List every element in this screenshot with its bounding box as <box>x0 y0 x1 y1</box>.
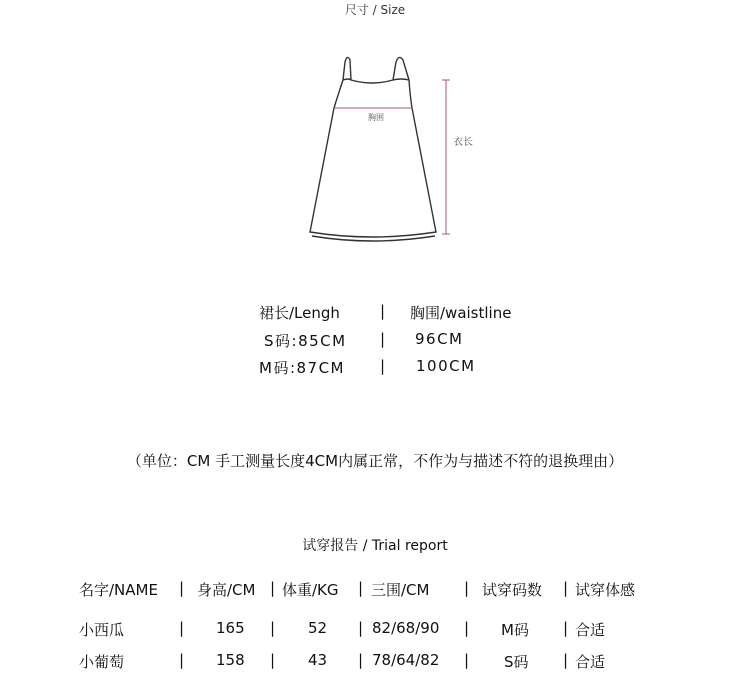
trial-fit-feel: 合适 <box>575 653 606 671</box>
header-separator: | <box>270 579 276 597</box>
trial-measurements: 82/68/90 <box>372 619 440 637</box>
row-separator: | <box>358 619 364 637</box>
chest-header: 胸围/waistline <box>410 304 512 322</box>
header-height: 身高/CM <box>197 581 256 599</box>
header-separator: | <box>464 579 470 597</box>
header-separator: | <box>179 579 185 597</box>
row-separator: | <box>270 619 276 637</box>
trial-report-title: 试穿报告 / Trial report <box>302 538 448 554</box>
header-trial-size: 试穿码数 <box>482 581 543 599</box>
header-separator: | <box>563 579 569 597</box>
dress-diagram <box>300 45 500 245</box>
row-separator: | <box>563 651 569 669</box>
trial-height: 165 <box>216 619 245 637</box>
chest-label: 胸围 <box>368 113 384 122</box>
size-title: 尺寸 / Size <box>344 3 406 17</box>
length-label: 衣长 <box>453 137 473 148</box>
header-name: 名字/NAME <box>79 581 158 599</box>
size-s-length: S码:85CM <box>264 332 347 350</box>
row-separator: | <box>179 651 185 669</box>
row-separator: | <box>464 651 470 669</box>
size-s-chest: 96CM <box>415 330 464 348</box>
header-fit-feel: 试穿体感 <box>575 581 636 599</box>
measurement-note: （单位：CM 手工测量长度4CM内属正常，不作为与描述不符的退换理由） <box>126 452 624 470</box>
header-separator: | <box>358 579 364 597</box>
trial-fit-feel: 合适 <box>575 621 606 639</box>
header-measurements: 三围/CM <box>371 581 430 599</box>
length-header: 裙长/Lengh <box>259 304 340 322</box>
trial-measurements: 78/64/82 <box>372 651 440 669</box>
size-m-length: M码:87CM <box>259 359 345 377</box>
trial-weight: 43 <box>308 651 328 669</box>
row-separator: | <box>563 619 569 637</box>
trial-height: 158 <box>216 651 245 669</box>
row-separator: | <box>179 619 185 637</box>
trial-name: 小西瓜 <box>79 621 125 639</box>
row-separator: | <box>464 619 470 637</box>
trial-size: M码 <box>501 621 529 639</box>
header-separator: | <box>380 302 386 320</box>
row-separator: | <box>380 357 386 375</box>
header-weight: 体重/KG <box>282 581 339 599</box>
row-separator: | <box>270 651 276 669</box>
row-separator: | <box>358 651 364 669</box>
trial-size: S码 <box>504 653 529 671</box>
trial-weight: 52 <box>308 619 328 637</box>
trial-name: 小葡萄 <box>79 653 125 671</box>
size-m-chest: 100CM <box>416 357 476 375</box>
row-separator: | <box>380 330 386 348</box>
